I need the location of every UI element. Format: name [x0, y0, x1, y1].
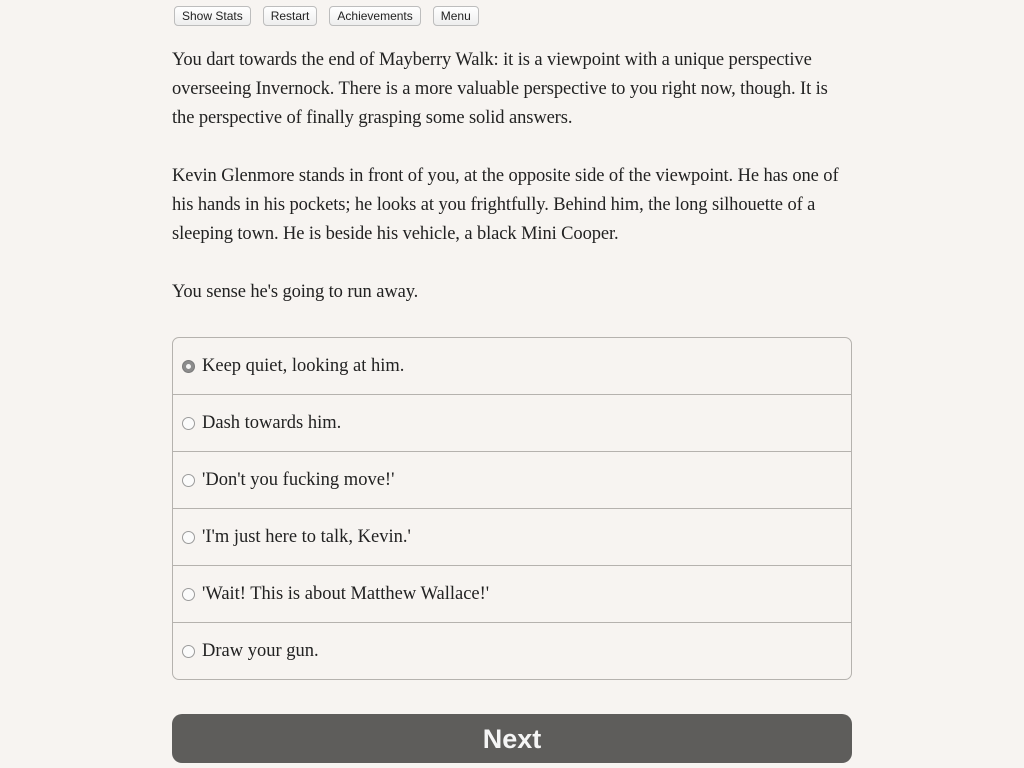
toolbar: [174, 6, 479, 26]
radio-button-selected[interactable]: [182, 360, 195, 373]
story-paragraph: You dart towards the end of Mayberry Walk: it is a viewpoint with a unique perspective overseeing Invernock. There is a more valuable perspective to you right now, though. It is the perspective of finally grasping some solid answers.: [172, 50, 828, 128]
choice-option-1[interactable]: [173, 338, 851, 394]
choice-option-2[interactable]: [173, 394, 851, 451]
story-paragraph: You sense he's going to run away.: [172, 282, 419, 302]
radio-button[interactable]: [182, 531, 195, 544]
radio-button[interactable]: [182, 588, 195, 601]
choice-label: Keep quiet, looking at him.: [202, 356, 405, 376]
radio-button[interactable]: [182, 474, 195, 487]
radio-button[interactable]: [182, 417, 195, 430]
choice-label: 'Wait! This is about Matthew Wallace!': [202, 584, 490, 604]
choice-label: 'Don't you fucking move!': [202, 470, 395, 490]
restart-button[interactable]: Restart: [263, 6, 318, 26]
next-button[interactable]: Next: [172, 714, 852, 763]
choice-label: Draw your gun.: [202, 641, 319, 661]
choice-label: Dash towards him.: [202, 413, 342, 433]
story-paragraph: Kevin Glenmore stands in front of you, at the opposite side of the viewpoint. He has one of his hands in his pockets; he looks at you frightfully. Behind him, the long silhouette of a sleeping town. He is beside his vehicle, a black Mini Cooper.: [172, 166, 839, 244]
choice-option-6[interactable]: [173, 622, 851, 679]
choice-label: 'I'm just here to talk, Kevin.': [202, 527, 411, 547]
story-text: [172, 46, 852, 336]
choice-option-3[interactable]: [173, 451, 851, 508]
show-stats-button[interactable]: Show Stats: [174, 6, 251, 26]
menu-button[interactable]: Menu: [433, 6, 479, 26]
choice-option-4[interactable]: [173, 508, 851, 565]
radio-button[interactable]: [182, 645, 195, 658]
choice-option-5[interactable]: [173, 565, 851, 622]
achievements-button[interactable]: Achievements: [329, 6, 420, 26]
choice-list: [172, 337, 852, 680]
